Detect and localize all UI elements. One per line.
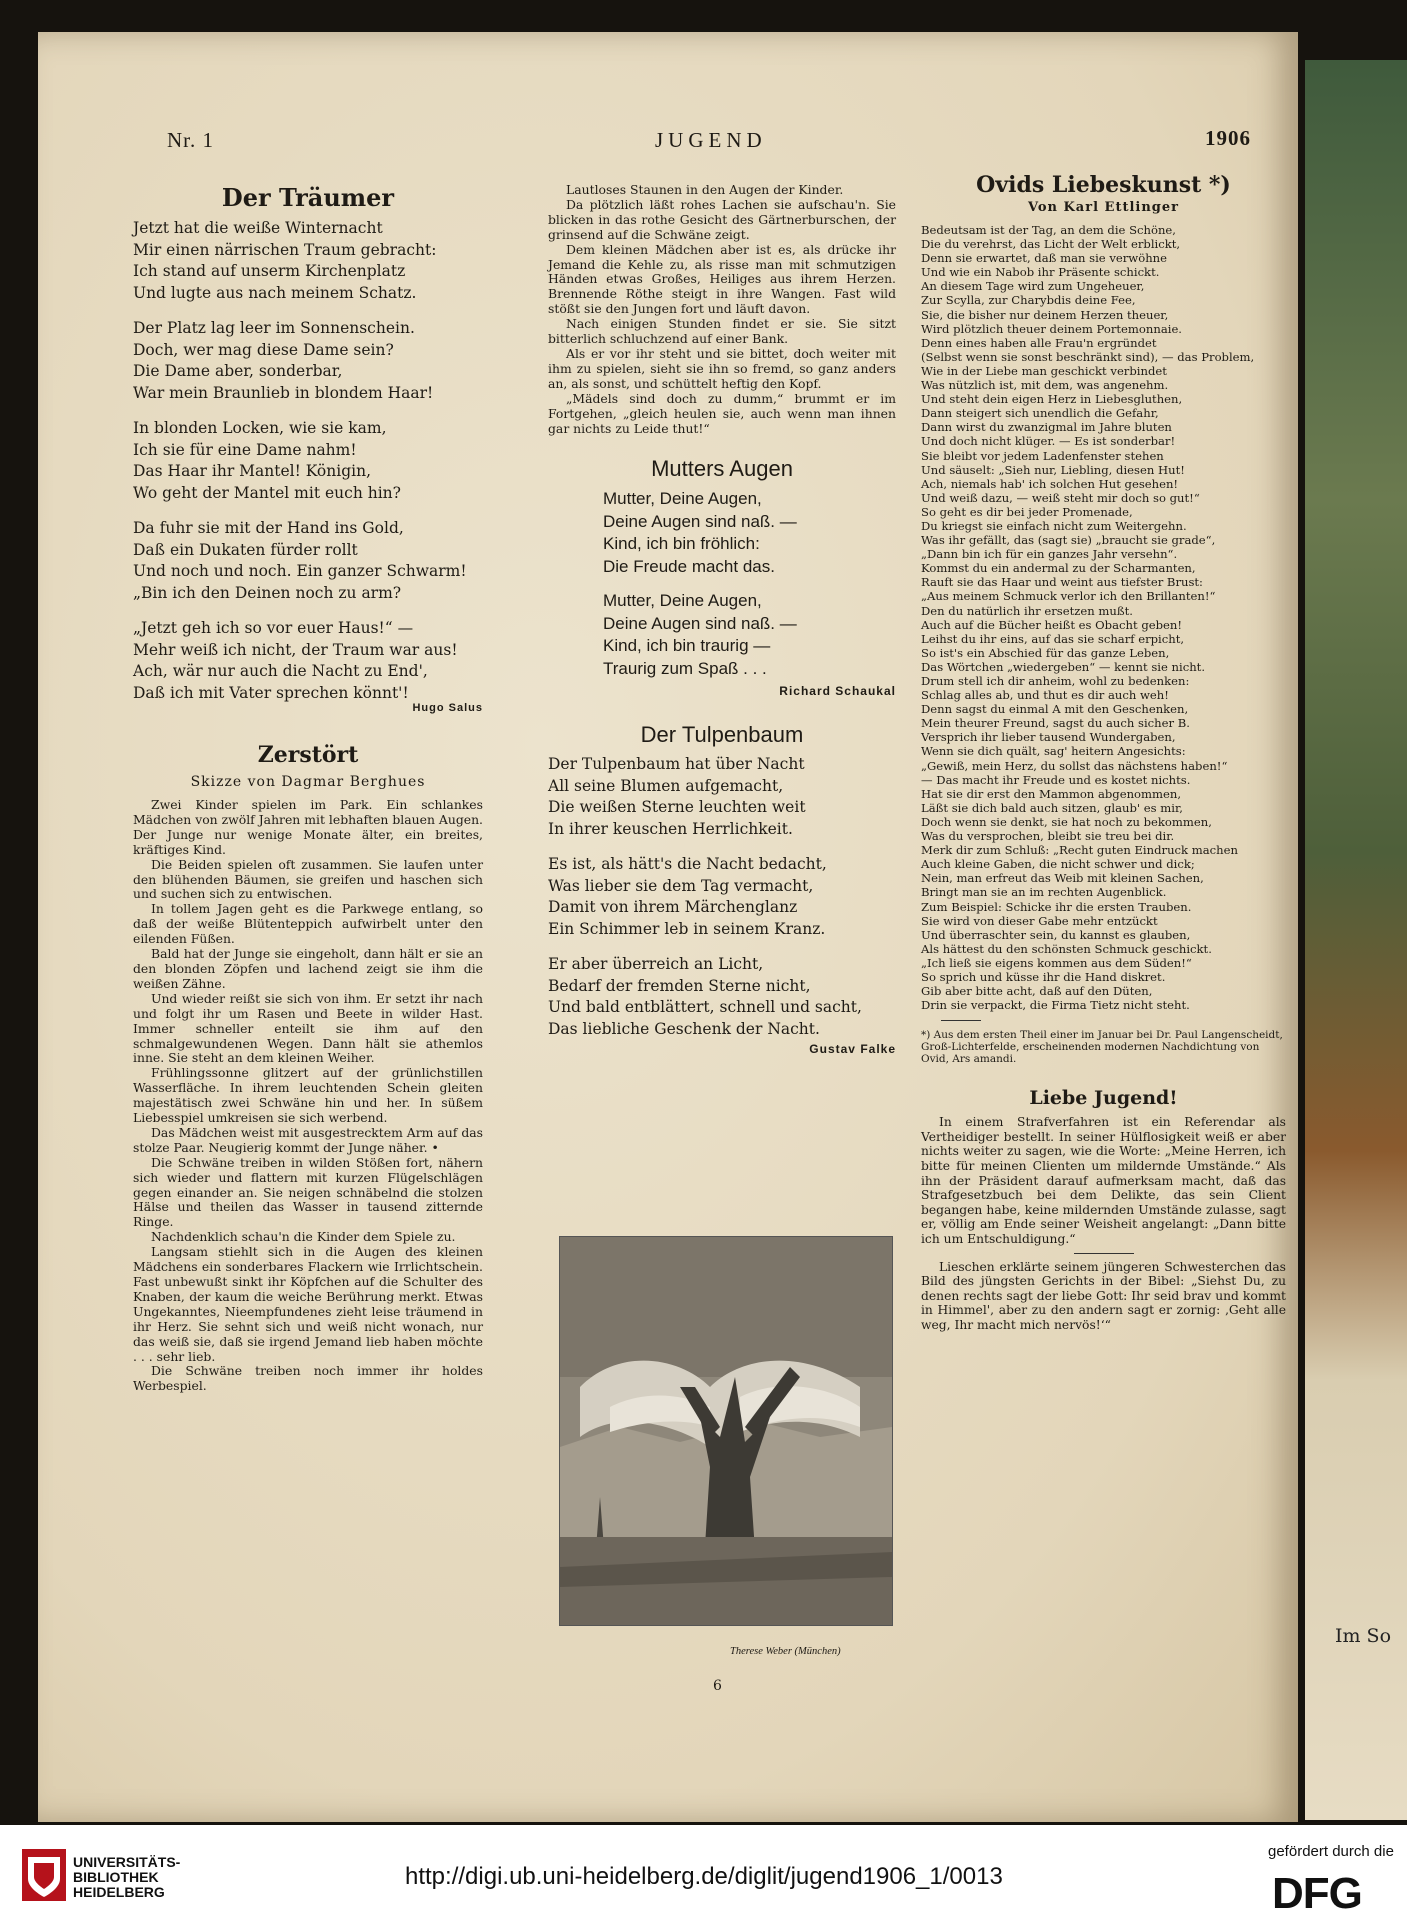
verse-line: Das Wörtchen „wiedergeben“ — kennt sie nicht. xyxy=(921,659,1206,674)
story-text xyxy=(133,798,483,1394)
poem-title: Mutters Augen xyxy=(651,456,793,482)
verse-line: „Jetzt geh ich so vor euer Haus!“ — xyxy=(133,619,414,637)
poem-stanzas xyxy=(603,488,896,680)
anecdote-text: In einem Strafverfahren ist ein Referendar als Vertheidiger bestellt. In seiner Hülflosigkeit weiß er aber nichts weiter zu sagen, wie die Worte: „Meine Herren, ich bitte für meinen Clienten um mildernde Umstände.“ Als ihn der Präsident darauf aufmerksam macht, daß das Strafgesetzbuch bei dem Delikte, das sein Client begangen habe, keine mildernden Umstände zulasse, sagt er, völlig am Ende seiner Weisheit angelangt: „Dann bitte ich um Entschuldigung.“ xyxy=(921,1115,1286,1246)
library-name-line: BIBLIOTHEK xyxy=(73,1869,159,1885)
verse-line: Schlag alles ab, und thut es dir auch weh! xyxy=(921,688,1169,703)
verse-line: Und säuselt: „Sieh nur, Liebling, diesen Hut! xyxy=(921,462,1185,477)
stanza xyxy=(548,954,896,1040)
verse-line: Was lieber sie dem Tag vermacht, xyxy=(548,876,814,895)
verse-line: In blonden Locken, wie sie kam, xyxy=(133,419,387,437)
verse-line: Und doch nicht klüger. — Es ist sonderbar! xyxy=(921,434,1176,449)
verse-line: Rauft sie das Haar und weint aus tiefster Brust: xyxy=(921,575,1203,590)
permalink-url[interactable]: http://digi.ub.uni-heidelberg.de/diglit/jugend1906_1/0013 xyxy=(405,1863,1003,1890)
paragraph: Nach einigen Stunden findet er sie. Sie sitzt bitterlich schluchzend auf einer Bank. xyxy=(548,316,896,347)
verse-line: Die Freude macht das. xyxy=(603,556,775,576)
stanza xyxy=(133,518,483,604)
poem-author: Richard Schaukal xyxy=(779,684,896,699)
stanza xyxy=(603,488,896,578)
verse-line: Wenn sie dich quält, sag' heitern Angesichts: xyxy=(921,744,1186,759)
verse-line: Drin sie verpackt, die Firma Tietz nicht steht. xyxy=(921,998,1190,1013)
verse-line: Läßt sie dich bald auch sitzen, glaub' es mir, xyxy=(921,800,1183,815)
viewer-footer xyxy=(0,1825,1407,1930)
verse-line: In ihrer keuschen Herrlichkeit. xyxy=(548,819,793,838)
verse-line: Ein Schimmer leb in seinem Kranz. xyxy=(548,919,826,938)
library-name-line: HEIDELBERG xyxy=(73,1884,165,1900)
paragraph: Die Schwäne treiben in wilden Stößen fort, nähern sich wieder und flattern mit kurzen Flügelschlägen gegen einander an. Sie neigen schnäbelnd die stolzen Hälse und theilen das Wasser in tausend zitternde Ringe. xyxy=(133,1154,483,1230)
verse-line: Mutter, Deine Augen, xyxy=(603,489,762,509)
verse-line: Denn eines haben alle Frau'n ergründet xyxy=(921,335,1157,350)
poem-stanzas xyxy=(548,754,896,1040)
verse-line: Bringt man sie an im rechten Augenblick. xyxy=(921,885,1167,900)
verse-line: Und wie ein Nabob ihr Präsente schickt. xyxy=(921,265,1160,280)
verse-line: Ich sie für eine Dame nahm! xyxy=(133,440,357,459)
verse-line: Gib aber bitte acht, daß auf den Düten, xyxy=(921,984,1153,999)
story-continuation xyxy=(548,183,896,436)
verse-line: Traurig zum Spaß . . . xyxy=(603,658,767,678)
paragraph: Als er vor ihr steht und sie bittet, doch weiter mit ihm zu spielen, sieht sie ihn so fremd, so ganz anders an, als sonst, und schüttelt heftig den Kopf. xyxy=(548,345,896,391)
verse-line: Dann wirst du zwanzigmal im Jahre bluten xyxy=(921,420,1172,435)
verse-line: Das liebliche Geschenk der Nacht. xyxy=(548,1019,820,1038)
adjacent-page-text: Im So xyxy=(1335,1625,1392,1647)
verse-line: Was ihr gefällt, das (sagt sie) „braucht sie grade“, xyxy=(921,533,1216,548)
paragraph: Und wieder reißt sie sich von ihm. Er setzt ihr nach und folgt ihr um Rasen und Beete in wilder Hast. Immer schneller enteilt sie ihm auf den schmalgewundenen Wegen. Dann hält sie athemlos inne. Sie steht an dem kleinen Weiher. xyxy=(133,990,483,1066)
verse-line: Doch wenn sie denkt, sie hat noch zu bekommen, xyxy=(921,814,1212,829)
anecdote-title: Liebe Jugend! xyxy=(1029,1087,1178,1110)
issue-number: Nr. 1 xyxy=(167,128,214,152)
verse-line: Auch auf die Bücher heißt es Obacht geben! xyxy=(921,617,1183,632)
paragraph: Frühlingssonne glitzert auf der grünlichstillen Wasserfläche. In ihrem leuchtenden Schein gleiten majestätisch zwei Schwäne hin und her. In süßem Liebesspiel umkreisen sie sich werbend. xyxy=(133,1065,483,1126)
verse-line: Zum Beispiel: Schicke ihr die ersten Trauben. xyxy=(921,899,1192,914)
dfg-logo: DFG xyxy=(1272,1869,1362,1918)
image-caption: Therese Weber (München) xyxy=(730,1646,841,1657)
verse-line: Daß ein Dukaten fürder rollt xyxy=(133,540,358,559)
verse-line: Als hättest du den schönsten Schmuck geschickt. xyxy=(921,941,1212,956)
verse-line: War mein Braunlieb in blondem Haar! xyxy=(133,383,434,402)
funding-label: gefördert durch die xyxy=(1268,1843,1394,1860)
page-number: 6 xyxy=(713,1678,722,1694)
verse-line: Versprich ihr lieber tausend Wundergaben, xyxy=(921,730,1176,745)
verse-line: Mir einen närrischen Traum gebracht: xyxy=(133,240,437,259)
stanza xyxy=(133,318,483,404)
poem-author: Hugo Salus xyxy=(412,702,483,714)
verse-line: Kind, ich bin traurig — xyxy=(603,636,771,656)
anecdote-divider xyxy=(1074,1253,1134,1254)
verse-line: Ach, wär nur auch die Nacht zu End', xyxy=(133,662,428,680)
verse-line: Nein, man erfreut das Weib mit kleinen Sachen, xyxy=(921,871,1204,886)
verse-line: Drum stell ich dir anheim, wohl zu bedenken: xyxy=(921,674,1190,688)
verse-line: All seine Blumen aufgemacht, xyxy=(548,776,784,795)
verse-line: Es ist, als hätt's die Nacht bedacht, xyxy=(548,855,827,874)
poem-title: Ovids Liebeskunst *) xyxy=(976,172,1231,198)
paragraph: Langsam stiehlt sich in die Augen des kleinen Mädchens ein sonderbares Flackern wie Irrlichtschein. Fast unbewußt sinkt ihr Köpfchen auf die Schulter des Knaben, der kaum die weiche Berührung merkt. Etwas Ungekanntes, Nieempfundenes zieht leise träumend in ihr Herz. Sie sehnt sich und weiß nicht wonach, nur das weiß sie, daß sie irgend Jemand lieb haben möchte . . . sehr lieb. xyxy=(133,1244,483,1364)
verse-line: „Gewiß, mein Herz, du sollst das nächstens haben!“ xyxy=(921,758,1228,773)
paragraph: Zwei Kinder spielen im Park. Ein schlankes Mädchen von zwölf Jahren mit lebhaften blauen Augen. Der Junge nur wenige Monate älter, ein breites, kräftiges Kind. xyxy=(133,797,483,857)
anecdote-text: Lieschen erklärte seinem jüngeren Schwesterchen das Bild des jüngsten Gerichts in der Bibel: „Siehst Du, zu denen rechts sagt der liebe Gott: Ihr seid brav und kommt in Himmel', aber zu den andern sagt er zornig: ‚Geht alle weg, Ihr macht mich nervös!‘“ xyxy=(921,1259,1286,1332)
paragraph: Das Mädchen weist mit ausgestrecktem Arm auf das stolze Paar. Neugierig kommt der Junge näher. • xyxy=(133,1124,483,1155)
verse-line: Den du natürlich ihr ersetzen mußt. xyxy=(921,603,1133,618)
verse-line: So geht es dir bei jeder Promenade, xyxy=(921,504,1133,519)
footnote: *) Aus dem ersten Theil einer im Januar bei Dr. Paul Langenscheidt, Groß-Lichterfelde, erscheinenden modernen Nachdichtung von Ovid, Ars amandi. xyxy=(921,1029,1283,1066)
verse-line: Und noch und noch. Ein ganzer Schwarm! xyxy=(133,562,467,580)
verse-line: Sie wird von dieser Gabe mehr entzückt xyxy=(921,913,1158,928)
verse-line: Denn sagst du einmal A mit den Geschenken, xyxy=(921,702,1189,717)
verse-line: Mein theurer Freund, sagst du auch sicher B. xyxy=(921,716,1190,731)
anecdote-1 xyxy=(921,1115,1286,1246)
verse-line: Kind, ich bin fröhlich: xyxy=(603,534,760,554)
verse-line: Und steht dein eigen Herz in Liebesgluthen, xyxy=(921,392,1183,407)
verse-line: Dann steigert sich unendlich die Gefahr, xyxy=(921,406,1159,421)
paragraph: Dem kleinen Mädchen aber ist es, als drücke ihr Jemand die Kehle zu, als risse man mit schmutzigen Händen etwas Großes, Heiliges aus ihrem Herzen. Brennende Röthe steigt in ihre Wangen. Fast wild stößt sie den Jungen fort und läuft davon. xyxy=(548,241,896,317)
verse-line: Da fuhr sie mit der Hand ins Gold, xyxy=(133,519,404,537)
verse-line: Sie bleibt vor jedem Ladenfenster stehen xyxy=(921,448,1164,463)
paragraph: Die Beiden spielen oft zusammen. Sie laufen unter den blühenden Bäumen, sie greifen und haschen sich und suchen sich zu entwischen. xyxy=(133,856,483,902)
verse-line: Auch kleine Gaben, die nicht schwer und dick; xyxy=(921,857,1195,872)
verse-line: Deine Augen sind naß. — xyxy=(603,511,797,531)
verse-line: An diesem Tage wird zum Ungeheuer, xyxy=(921,279,1145,294)
paragraph: In tollem Jagen geht es die Parkwege entlang, so daß der weiße Blütenteppich aufwirbelt unter den eilenden Füßen. xyxy=(133,901,483,947)
year: 1906 xyxy=(1205,126,1251,150)
library-name-line: UNIVERSITÄTS- xyxy=(73,1854,181,1870)
verse-line: Ach, niemals hab' ich solchen Hut gesehen! xyxy=(921,476,1179,491)
story-title: Zerstört xyxy=(257,742,359,768)
verse-line: Der Tulpenbaum hat über Nacht xyxy=(548,755,805,774)
poem-stanzas xyxy=(133,218,483,704)
library-name xyxy=(73,1855,180,1900)
verse-line: Und lugte aus nach meinem Schatz. xyxy=(133,283,417,302)
verse-line: Jetzt hat die weiße Winternacht xyxy=(133,219,383,237)
poem-title: Der Träumer xyxy=(221,183,395,212)
verse-line: Leihst du ihr eins, auf das sie scharf erpicht, xyxy=(921,631,1185,646)
verse-line: Mutter, Deine Augen, xyxy=(603,591,762,611)
stanza xyxy=(133,418,483,504)
verse-line: Du kriegst sie einfach nicht zum Weitergehn. xyxy=(921,518,1187,533)
verse-line: Wie in der Liebe man geschickt verbindet xyxy=(921,363,1167,378)
poem-title: Der Tulpenbaum xyxy=(640,722,804,748)
verse-line: „Bin ich den Deinen noch zu arm? xyxy=(133,583,402,602)
stanza xyxy=(548,854,896,940)
poem-subtitle: Von Karl Ettlinger xyxy=(1027,200,1180,215)
stanza xyxy=(603,590,896,680)
verse-line: Was nützlich ist, mit dem, was angenehm. xyxy=(921,378,1169,393)
story-subtitle: Skizze von Dagmar Berghues xyxy=(190,774,426,790)
verse-line: Zur Scylla, zur Charybdis deine Fee, xyxy=(921,293,1136,308)
verse-line: — Das macht ihr Freude und es kostet nichts. xyxy=(921,772,1191,787)
column-2 xyxy=(548,183,896,1070)
column-3 xyxy=(921,172,1286,1333)
verse-line: So sprich und küsse ihr die Hand diskret. xyxy=(921,969,1166,984)
verse-line: Die du verehrst, das Licht der Welt erblickt, xyxy=(921,237,1181,252)
footnote-rule xyxy=(941,1020,981,1021)
verse-line: Daß ich mit Vater sprechen könnt'! xyxy=(133,683,409,702)
verse-line: Mehr weiß ich nicht, der Traum war aus! xyxy=(133,640,458,659)
poem-author: Gustav Falke xyxy=(809,1042,896,1057)
verse-line: „Ich ließ sie eigens kommen aus dem Süden!“ xyxy=(921,955,1192,970)
woodcut-illustration xyxy=(559,1236,893,1626)
verse-line: Denn sie erwartet, daß man sie verwöhne xyxy=(921,251,1167,266)
verse-line: Hat sie dir erst den Mammon abgenommen, xyxy=(921,786,1182,801)
stanza xyxy=(133,618,483,704)
verse-line: Deine Augen sind naß. — xyxy=(603,613,797,633)
paragraph: Bald hat der Junge sie eingeholt, dann hält er sie an den blonden Zöpfen und lachend zeigt sie ihm die weißen Zähne. xyxy=(133,946,483,991)
verse-line: Die weißen Sterne leuchten weit xyxy=(548,798,806,817)
stanza xyxy=(548,754,896,840)
magazine-title: JUGEND xyxy=(655,128,767,152)
paragraph: „Mädels sind doch zu dumm,“ brummt er im Fortgehen, „gleich heulen sie, auch wenn man ihnen gar nichts zu Leide thut!“ xyxy=(548,390,896,436)
verse-line: Bedeutsam ist der Tag, an dem die Schöne, xyxy=(921,223,1176,237)
anecdote-2 xyxy=(921,1260,1286,1333)
verse-line: Was du versprochen, bleibt sie treu bei dir. xyxy=(921,829,1175,844)
poem-lines xyxy=(921,223,1286,1012)
verse-line: Und überraschter sein, du kannst es glauben, xyxy=(921,927,1191,942)
verse-line: Das Haar ihr Mantel! Königin, xyxy=(133,462,371,480)
verse-line: „Dann bin ich für ein ganzes Jahr versehn“. xyxy=(921,547,1178,562)
verse-line: Merk dir zum Schluß: „Recht guten Eindruck machen xyxy=(921,843,1238,858)
column-1 xyxy=(133,183,483,1394)
verse-line: (Selbst wenn sie sonst beschränkt sind), — das Problem, xyxy=(921,349,1255,364)
verse-line: Doch, wer mag diese Dame sein? xyxy=(133,340,394,359)
verse-line: Und bald entblättert, schnell und sacht, xyxy=(548,998,862,1017)
university-seal-icon xyxy=(22,1849,66,1901)
stanza xyxy=(133,218,483,304)
verse-line: Sie, die bisher nur deinem Herzen theuer, xyxy=(921,307,1169,322)
verse-line: Damit von ihrem Märchenglanz xyxy=(548,898,798,917)
paragraph: Lautloses Staunen in den Augen der Kinder. xyxy=(566,182,844,197)
verse-line: Und weiß dazu, — weiß steht mir doch so gut!“ xyxy=(921,490,1200,505)
verse-line: Wo geht der Mantel mit euch hin? xyxy=(133,483,401,502)
verse-line: Ich stand auf unserm Kirchenplatz xyxy=(133,262,406,280)
verse-line: Bedarf der fremden Sterne nicht, xyxy=(548,976,811,995)
paragraph: Da plötzlich läßt rohes Lachen sie aufschau'n. Sie blicken in das rothe Gesicht des Gärtnerburschen, der grinsend auf die Schwäne zeigt. xyxy=(548,196,896,242)
adjacent-page-illustration xyxy=(1305,60,1407,1820)
paragraph: Nachdenklich schau'n die Kinder dem Spiele zu. xyxy=(151,1229,456,1245)
verse-line: „Aus meinem Schmuck verlor ich den Brillanten!“ xyxy=(921,589,1216,604)
verse-line: Die Dame aber, sonderbar, xyxy=(133,362,343,380)
verse-line: Wird plötzlich theuer deinem Portemonnaie. xyxy=(921,321,1182,336)
verse-line: Er aber überreich an Licht, xyxy=(548,955,764,974)
verse-line: Der Platz lag leer im Sonnenschein. xyxy=(133,319,415,337)
paragraph: Die Schwäne treiben noch immer ihr holdes Werbespiel. xyxy=(133,1363,483,1394)
verse-line: Kommst du ein andermal zu der Scharmanten, xyxy=(921,561,1196,576)
verse-line: So ist's ein Abschied für das ganze Leben, xyxy=(921,645,1170,660)
